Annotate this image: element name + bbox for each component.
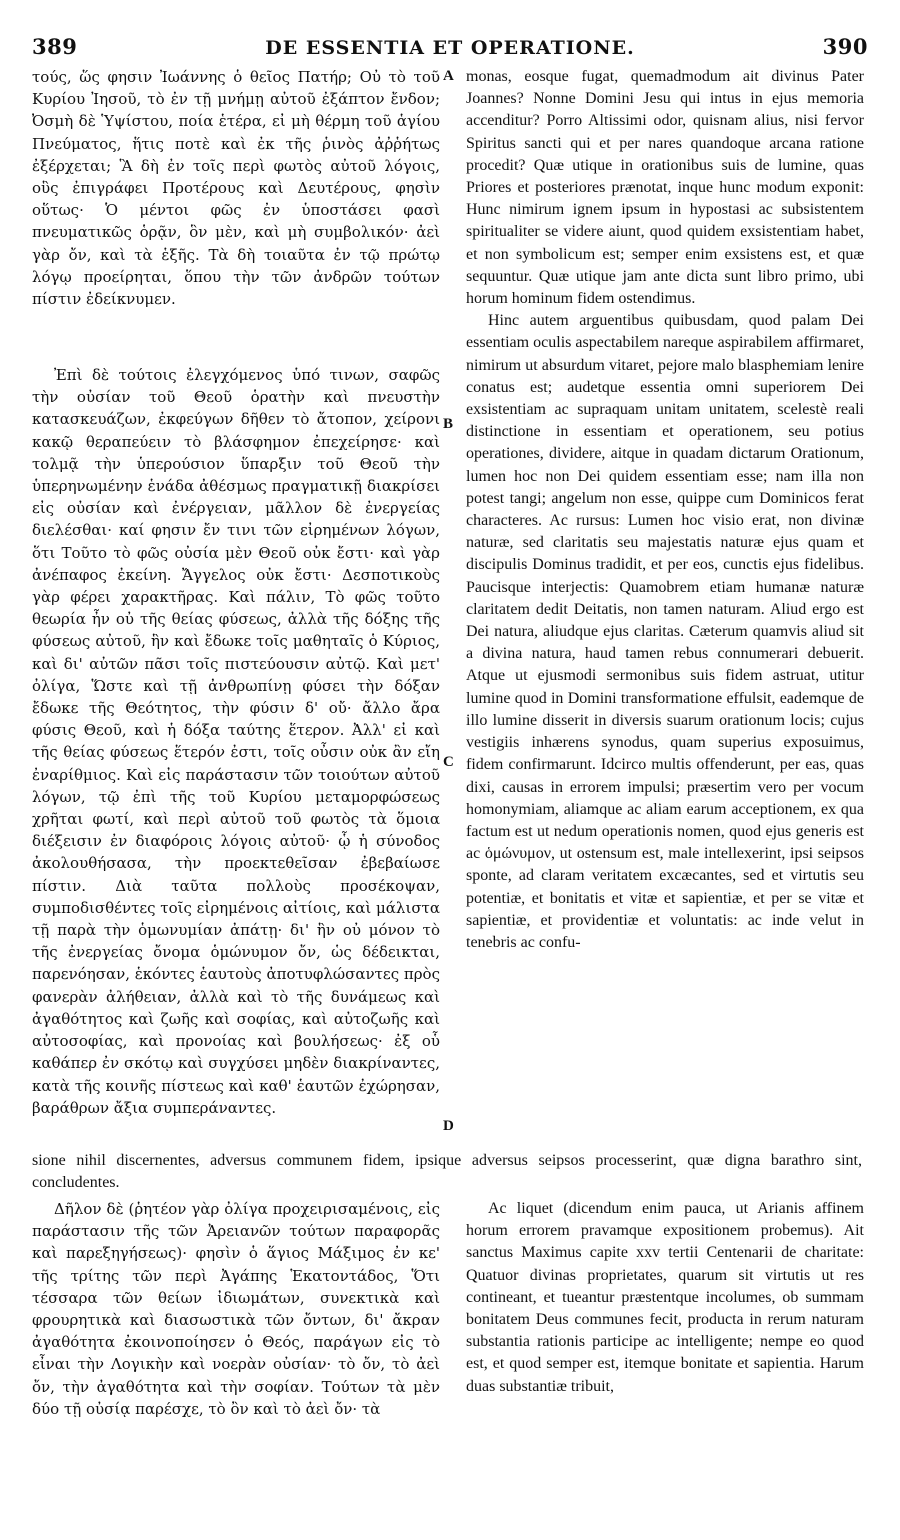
- margin-marker-c: C: [443, 754, 454, 770]
- latin-paragraph-1: monas, eosque fugat, quemadmodum ait divinus Pater Joannes? Nonne Domini Jesu qui intus in ejus memoria accenditur? Porro Altissimi odor, quisnam alius, nisi fervor Spiritus sancti qui et per nares quandoque arcana ratione procedit? Quæ utique in orationibus suis de lumine, quas Priores et posteriores prænotat, inque hunc modum exponit: Hunc nimirum ignem ipsum in hypostasi ac subsistentem spiritualiter se videre aiunt, quod quidem exsistentiam habet, et non symbolicum est; semper enim exsistens est, et quæ sequuntur. Quæ utique jam ante dicta sunt libro primo, ubi horum hominum fidem ostendimus.: [466, 68, 864, 308]
- latin-paragraph-3: Ac liquet (dicendum enim pauca, ut Arianis affinem horum errorem pravamque expositionem probemus). Ait sanctus Maximus capite xxv tertii Centenarii de charitate: Quatuor divinas proprietates, quarum sit virtutis ut res contineant, et tueantur præstentque incolumes, ob summam bonitatem Deus communes fecit, producta in rerum naturam substantia rationis participe ac intelligente; nempe eo quod est, et quod semper est, itemque bonitate et sapientia. Harum duas substantiæ tribuit,: [466, 1200, 864, 1395]
- left-page-number: 389: [32, 34, 78, 59]
- margin-marker-b: B: [443, 416, 454, 432]
- greek-column-middle: [32, 364, 440, 1119]
- latin-full-width-line: sione nihil discernentes, adversus communem fidem, ipsique adversus seipsos processerint, quæ digna barathro sint, concludentes.: [32, 1152, 862, 1191]
- margin-marker-a: A: [443, 68, 454, 84]
- latin-column-top: [466, 66, 864, 954]
- latin-paragraph-2: Hinc autem arguentibus quibusdam, quod palam Dei essentiam oculis aspectabilem nareque aspirabilem affirmaret, nimirum ut absurdum vitaret, pejore malo blasphemiam lenire conatus est; audetque essentia omni superiorem Dei exsistentiam ac supraquam unitam unitatem, scelestè reali distinctione in essentiam et operationem, seu potius operationes, dividere, aitque in quadam dictarum Orationum, lumen hoc non Dei quidem essentiam esse; nam illa non potest tangi; angelum non esse, quippe cum Dominicos ferat characteres. Ac rursus: Lumen hoc visio erat, non divinæ naturæ, sed claritatis seu majestatis naturæ ejus quam et discipulis Dominus tradidit, et per eos, cunctis ejus fidelibus. Paucisque interjectis: Quamobrem etiam humanæ naturæ claritatem dedit Deitatis, non tamen naturam. Aliud ergo est Dei natura, aliudque ejus claritas. Cæterum quamvis aliud sit a divina natura, haud tamen rebus connumerari debuerit. Atque ut ejusmodi sermonibus suis fidem astruat, utitur lumine quod in Domini transformatione effulsit, eademque de illo lumine disserit in diversis suarum orationum locis; cujus vestigiis inhærens synodus, quam superius exposuimus, fidem confirmarunt. Idcirco multis offenderunt, per eas, quas dixi, causas in errorem impulsi; præsertim vero per vocum homonymiam, aliamque ac aliam earum acceptionem, ex qua factum est ut nedum operationis nomen, quod ejus generis est ac ὁμώνυμον, ut ostensum est, male intellexerint, ipsi seipsos sponte, ad claram veritatem excæcantes, sed et virtutis seu potentiæ, et bonitatis et vitæ et sapientiæ, et per se vitæ et sapientiæ, et providentiæ et voluntatis: ac inde velut in tenebris ac confu-: [466, 312, 864, 951]
- right-page-number: 390: [822, 34, 868, 59]
- greek-paragraph-3: Δῆλον δὲ (ῥητέον γὰρ ὀλίγα προχειρισαμένοις, εἰς παράστασιν τῆς τῶν Ἀρειανῶν τούτων παραφορᾶς καὶ παρεξηγήσεως)· φησὶν ὁ ἅγιος Μάξιμος ἐν κε' τῆς τρίτης τῶν περὶ Ἀγάπης Ἑκατοντάδος, Ὅτι τέσσαρα τῶν θείων ἰδιωμάτων, συνεκτικὰ καὶ φρουρητικὰ καὶ διασωστικὰ τῶν ὄντων, δι' ἄκραν ἀγαθότητα ἐκοινοποίησεν ὁ Θεός, παράγων εἰς τὸ εἶναι τὴν Λογικὴν καὶ νοερὰν οὐσίαν· τὸ ὄν, τὸ ἀεὶ ὄν, τὴν ἀγαθότητα καὶ τὴν σοφίαν. Τούτων τὰ μὲν δύο τῇ οὐσίᾳ παρέσχε, τὸ ὂν καὶ τὸ ἀεὶ ὄν· τὰ: [32, 1200, 440, 1418]
- greek-paragraph-1: τούς, ὥς φησιν Ἰωάννης ὁ θεῖος Πατήρ; Οὐ τὸ τοῦ Κυρίου Ἰησοῦ, τὸ ἐν τῇ μνήμῃ αὐτοῦ ἐξάπτον ἔνδον; Ὀσμὴ δὲ Ὑψίστου, ποία ἑτέρα, εἰ μὴ θέρμη τοῦ ἁγίου Πνεύματος, ἥτις ποτὲ καὶ ἐκ τῆς ῥινὸς ἀῤῥήτως ἐξέρχεται; Ἃ δὴ ἐν τοῖς περὶ φωτὸς αὐτοῦ λόγοις, οὓς ἐπιγράφει Προτέρους καὶ Δευτέρους, φησὶν οὕτως· Ὁ μέντοι φῶς ἐν ὑποστάσει φασὶ πνευματικῶς ὁρᾷν, ὃν μὲν, καὶ μὴ συμβολικόν· ἀεὶ γὰρ ὄν, καὶ τὰ ἑξῆς. Τὰ δὴ τοιαῦτα ἐν τῷ πρώτῳ λόγῳ προείρηται, ὅπου τὴν τῶν ἀνδρῶν τούτων πίστιν ἐδείκνυμεν.: [32, 68, 440, 309]
- latin-column-bottom: [466, 1198, 864, 1398]
- greek-paragraph-2: Ἐπὶ δὲ τούτοις ἐλεγχόμενος ὑπό τινων, σαφῶς τὴν οὐσίαν τοῦ Θεοῦ ὁρατὴν καὶ πνευστὴν κατασκευάζων, ἐκφεύγων δῆθεν τὸ ἄτοπον, χείρονι κακῷ θεραπεύειν τὸ βλάσφημον ἐπεχείρησε· καὶ τολμᾷ τὴν ὑπερούσιον ὕπαρξιν τοῦ Θεοῦ τὴν ὑπερηνωμένην ἑνάδα ἀθέσμως πραγματικῇ διακρίσει εἰς οὐσίαν καὶ ἐνέργειαν, μᾶλλον δὲ ἐνεργείας διελέσθαι· καί φησιν ἔν τινι τῶν εἰρημένων λόγων, ὅτι Τοῦτο τὸ φῶς οὐσία μὲν Θεοῦ οὐκ ἔστι· καὶ γὰρ ἀνέπαφος ἐκείνη. Ἄγγελος οὐκ ἔστι· Δεσποτικοὺς γὰρ φέρει χαρακτῆρας. Καὶ πάλιν, Τὸ φῶς τοῦτο θεωρία ἦν οὐ τῆς θείας φύσεως, ἀλλὰ τῆς δόξης τῆς φύσεως αὐτοῦ, ἣν καὶ ἔδωκε τοῖς μαθηταῖς ὁ Κύριος, καὶ δι' αὐτῶν πᾶσι τοῖς πιστεύουσιν αὐτῷ. Καὶ μετ' ὀλίγα, Ὥστε καὶ τῇ ἀνθρωπίνῃ φύσει τὴν δόξαν ἔδωκε τῆς Θεότητος, τὴν φύσιν δ' οὔ· ἄλλο ἄρα φύσις Θεοῦ, καὶ ἡ δόξα ταύτης ἕτερον. Ἀλλ' εἰ καὶ τῆς θείας φύσεως ἕτερόν ἐστι, τοῖς οὖσιν οὐκ ἂν εἴη ἐναρίθμιος. Καὶ εἰς παράστασιν τῶν τοιούτων αὐτοῦ λόγων, τῷ ἐπὶ τῆς τοῦ Κυρίου μεταμορφώσεως χρῆται φωτί, καὶ περὶ αὐτοῦ τοῦ φωτὸς τὰ ὅμοια διέξεισιν ἐν διαφόροις λόγοις αὐτοῦ· ᾧ ἡ σύνοδος ἀκολουθήσασα, τὴν προεκτεθεῖσαν ἐβεβαίωσε πίστιν. Διὰ ταῦτα πολλοὺς προσέκοψαν, συμποδισθέντες τοῖς εἰρημένοις αἰτίοις, καὶ μάλιστα τῇ παρὰ τὴν ὁμωνυμίαν ἀπάτῃ· δι' ἣν οὐ μόνον τὸ τῆς ἐνεργείας ὄνομα ὁμώνυμον ὄν, ὡς δέδεικται, παρενόησαν, ἑκόντες ἑαυτοὺς ἀποτυφλώσαντες πρὸς φανερὰν ἀλήθειαν, ἀλλὰ καὶ τὸ τῆς δυνάμεως καὶ ἀγαθότητος καὶ ζωῆς καὶ σοφίας, καὶ αὐτοζωῆς καὶ αὐτοσοφίας, καὶ προνοίας καὶ βουλήσεως· ἐξ οὗ καθάπερ ἐν σκότῳ καὶ συγχύσει μηδὲν διακρίναντες, κατὰ τῆς κοινῆς πίστεως καὶ καθ' ἑαυτῶν ἐχώρησαν, βαράθρων ἄξια συμπεράναντες.: [32, 366, 440, 1117]
- running-title: DE ESSENTIA ET OPERATIONE.: [265, 37, 635, 59]
- greek-column-top: [32, 66, 440, 310]
- margin-marker-d: D: [443, 1118, 454, 1134]
- greek-column-bottom: [32, 1198, 440, 1420]
- page-header: [32, 34, 868, 64]
